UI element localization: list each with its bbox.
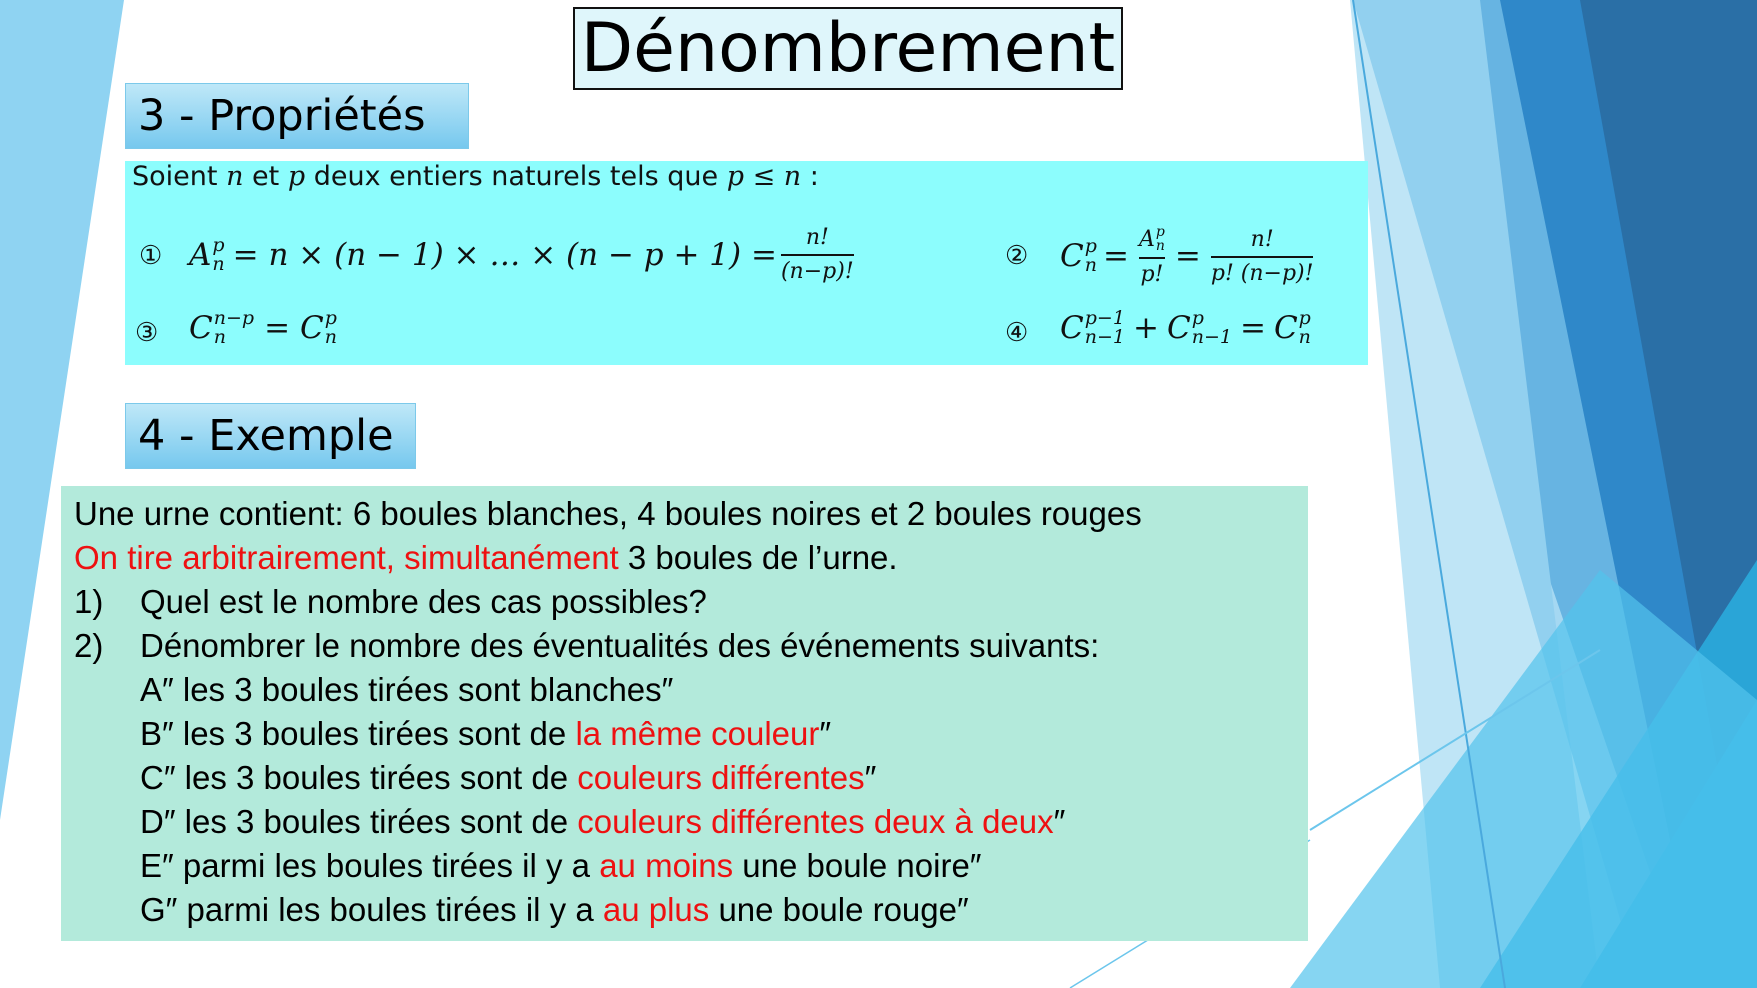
draw-rest: 3 boules de l’urne.: [618, 539, 898, 576]
property-marker-3: ③: [135, 318, 159, 348]
formula2-lhs: C: [1060, 238, 1084, 274]
question-2-number: 2): [74, 627, 104, 664]
formula2-sub: n: [1084, 254, 1097, 276]
formula-symmetry: [189, 309, 337, 347]
intro-suffix: :: [801, 161, 819, 192]
formula4-term1-sub: n−1: [1084, 326, 1125, 348]
formula4-term2-sup: p: [1191, 307, 1204, 329]
formula-arrangements: [189, 225, 858, 284]
example-line-draw: [74, 539, 898, 577]
event-b: [140, 715, 831, 753]
question-1: [74, 583, 707, 621]
property-marker-2: ②: [1005, 241, 1029, 271]
event-c-prefix: C″ les 3 boules tirées sont de: [140, 759, 578, 796]
event-d: [140, 803, 1065, 841]
formula3-lhs-sub: n: [213, 326, 226, 348]
question-2-text: Dénombrer le nombre des éventualités des événements suivants:: [140, 627, 1100, 664]
section-heading-proprietes: 3 - Propriétés: [125, 83, 469, 149]
formula1-lhs: A: [189, 236, 212, 273]
intro-mid1: et: [243, 161, 288, 192]
event-e: [140, 847, 981, 885]
formula4-term2-sub: n−1: [1191, 326, 1232, 348]
formula2-frac1-num: A: [1138, 226, 1155, 252]
formula3-rhs: C: [300, 310, 324, 346]
formula-combinations: [1060, 225, 1317, 287]
example-box: [61, 486, 1308, 941]
properties-intro: [132, 161, 819, 192]
formula3-lhs: C: [189, 310, 213, 346]
intro-prefix: Soient: [132, 161, 227, 192]
event-a: A″ les 3 boules tirées sont blanches″: [140, 671, 674, 708]
event-e-suffix: une boule noire″: [733, 847, 982, 884]
formula4-term2: C: [1166, 310, 1191, 346]
example-line-urn: Une urne contient: 6 boules blanches, 4 boules noires et 2 boules rouges: [74, 495, 1142, 532]
event-c: [140, 759, 876, 797]
formula2-frac2-den: p! (n−p)!: [1210, 260, 1314, 286]
formula2-sup: p: [1084, 235, 1097, 257]
event-b-emphasis: la même couleur: [575, 715, 820, 752]
event-g-prefix: G″ parmi les boules tirées il y a: [140, 891, 603, 928]
event-g: [140, 891, 969, 929]
formula2-frac1-num-sub: n: [1155, 238, 1165, 254]
event-d-emphasis: couleurs différentes deux à deux: [577, 803, 1054, 840]
formula2-eq: =: [1102, 238, 1129, 274]
formula3-rhs-sub: n: [324, 326, 338, 348]
formula-pascal: [1060, 309, 1311, 347]
formula3-rhs-sup: p: [324, 307, 337, 329]
question-1-number: 1): [74, 583, 104, 620]
formula2-frac2-num: n!: [1250, 226, 1274, 252]
formula4-eq: =: [1239, 310, 1266, 346]
formula2-frac1-num-sup: p: [1155, 224, 1165, 240]
intro-var-n: n: [226, 161, 244, 192]
event-b-prefix: B″ les 3 boules tirées sont de: [140, 715, 576, 752]
formula4-plus: +: [1132, 310, 1159, 346]
event-b-suffix: ″: [819, 715, 832, 752]
event-d-prefix: D″ les 3 boules tirées sont de: [140, 803, 578, 840]
formula1-sup: p: [212, 233, 225, 256]
event-c-suffix: ″: [864, 759, 877, 796]
question-2: [74, 627, 1099, 665]
event-g-suffix: une boule rouge″: [709, 891, 969, 928]
formula4-term3-sub: n: [1298, 326, 1311, 348]
formula4-term3: C: [1273, 310, 1298, 346]
formula1-den: (n−p)!: [780, 259, 854, 284]
event-g-emphasis: au plus: [602, 891, 710, 928]
event-e-prefix: E″ parmi les boules tirées il y a: [140, 847, 600, 884]
question-1-text: Quel est le nombre des cas possibles?: [140, 583, 707, 620]
formula1-sub: n: [212, 252, 225, 275]
formula2-frac1-den: p!: [1140, 262, 1164, 287]
section-heading-exemple: 4 - Exemple: [125, 403, 416, 469]
formula4-term1-sup: p−1: [1084, 307, 1125, 329]
formula1-product: = n × (n − 1) × … × (n − p + 1) =: [232, 236, 777, 273]
event-d-suffix: ″: [1053, 803, 1066, 840]
formula3-lhs-sup: n−p: [213, 307, 255, 329]
formula4-term1: C: [1060, 310, 1084, 346]
formula2-eq2: =: [1174, 238, 1201, 274]
formula4-term3-sup: p: [1298, 307, 1311, 329]
intro-mid2: deux entiers naturels tels que: [305, 161, 727, 192]
draw-emphasis: On tire arbitrairement, simultanément: [74, 539, 619, 576]
property-marker-1: ①: [139, 241, 163, 271]
property-marker-4: ④: [1005, 318, 1029, 348]
slide-title: Dénombrement: [573, 7, 1123, 90]
properties-box: [125, 161, 1368, 365]
intro-condition: p ≤ n: [726, 161, 802, 192]
intro-var-p: p: [287, 161, 306, 192]
event-e-emphasis: au moins: [599, 847, 734, 884]
formula1-num: n!: [805, 225, 829, 250]
formula3-eq: =: [264, 310, 291, 346]
event-c-emphasis: couleurs différentes: [577, 759, 865, 796]
